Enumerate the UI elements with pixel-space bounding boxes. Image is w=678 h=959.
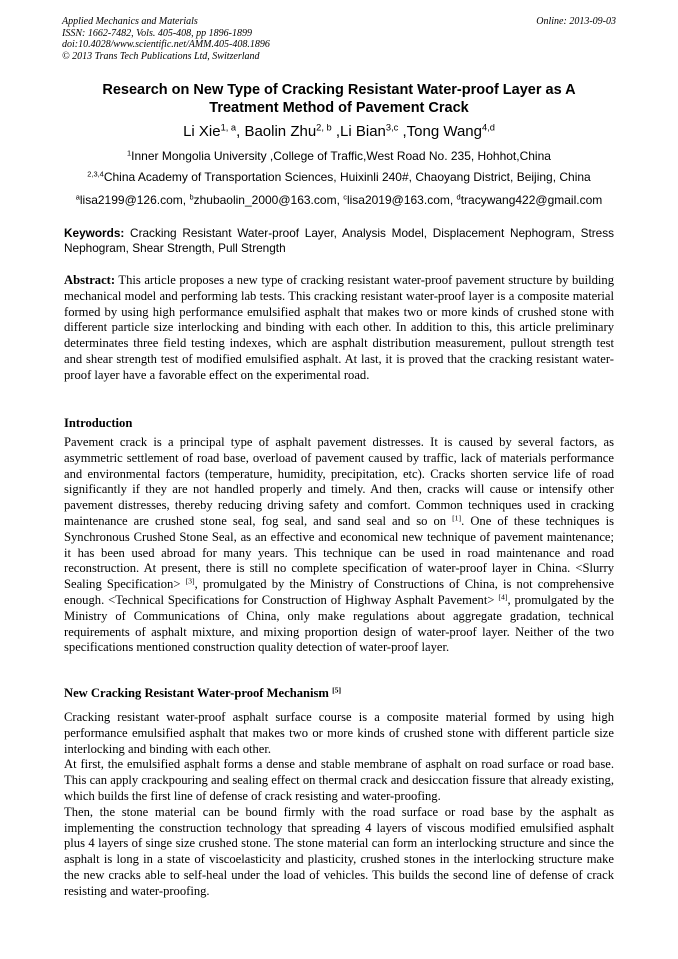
author-name: Li Xie (183, 123, 221, 140)
abstract-block (64, 273, 614, 384)
mechanism-paragraph-1: Cracking resistant water-proof asphalt surface course is a composite material formed by using high performance emulsified asphalt that makes two or more kinds of crushed stone with different particle size interlocking and binding with each other. (64, 710, 614, 756)
email-separator: , (182, 193, 190, 207)
email-marker: a (75, 192, 80, 202)
affiliation-text: China Academy of Transportation Sciences, Huixinli 240#, Chaoyang District, Beijing, China (103, 170, 591, 184)
author-separator: , (236, 123, 245, 140)
mechanism-heading (64, 686, 614, 701)
email-marker: b (189, 192, 194, 202)
email-address[interactable]: lisa2019@163.com (346, 193, 450, 207)
email-address[interactable]: tracywang422@gmail.com (460, 193, 603, 207)
mechanism-paragraph-2: At first, the emulsified asphalt forms a dense and stable membrane of asphalt on road surface or road base. This can apply crackpouring and sealing effect on thermal crack and desiccation fissure that already existing, which builds the first line of defense of crack resisting and water-proofing. (64, 757, 614, 803)
affiliation-2 (40, 170, 638, 185)
running-header (62, 16, 616, 62)
citation-ref[interactable]: [4] (498, 592, 508, 602)
email-address[interactable]: lisa2199@126.com (79, 193, 183, 207)
journal-name: Applied Mechanics and Materials (62, 16, 198, 27)
author-affiliation-marker: 4,d (481, 122, 495, 133)
author-separator: , (331, 123, 341, 140)
online-date: Online: 2013-09-03 (536, 16, 616, 27)
paper-title (62, 81, 616, 117)
email-address[interactable]: zhubaolin_2000@163.com (193, 193, 337, 207)
abstract-label: Abstract: (64, 273, 116, 287)
email-separator: , (449, 193, 457, 207)
citation-ref[interactable]: [5] (332, 685, 342, 695)
doi-line: doi:10.4028/www.scientific.net/AMM.405-408.1896 (62, 39, 270, 50)
author-name: Li Bian (340, 123, 386, 140)
intro-text: , promulgated by the Ministry of Communications of China, only make regulations about aggregate gradation, technical requirements of asphalt mixture, and mixing proportion design of water-proof layer. Neither of the two specifications mentioned construction quality detection of water-proof layer. (64, 592, 614, 655)
author-name: Tong Wang (406, 123, 482, 140)
email-marker: d (456, 192, 461, 202)
copyright-line: © 2013 Trans Tech Publications Ltd, Switzerland (62, 50, 260, 62)
abstract-text: This article proposes a new type of cracking resistant water-proof pavement structure by building mechanical model and performing lab tests. This cracking resistant water-proof layer is a composite material formed by using high performance emulsified asphalt that makes two or more kinds of crushed stone with different particle size interlocking and binding with each other. In addition to this, this article preliminary determinates three field testing indexes, which are asphalt distribution measurement, pullout strength test and shear strength test of modified emulsified asphalt. At last, it is proved that the cracking resistant water-proof layer have a favorable effect on the experimental road. (64, 273, 614, 382)
author-affiliation-marker: 3,c (385, 122, 399, 133)
author-affiliation-marker: 1, a (220, 122, 237, 133)
affiliation-1 (40, 149, 638, 164)
title-line-1: Research on New Type of Cracking Resistant Water-proof Layer as A (102, 82, 576, 98)
introduction-paragraph (64, 435, 614, 656)
mechanism-paragraph-3: Then, the stone material can be bound firmly with the road surface or road base by the asphalt as implementing the construction technology that spreading 4 layers of viscous modified emulsified asphalt plus 4 layers of singe size crushed stone. The stone material can form an interlocking structure and since the asphalt is long in a state of viscoelasticity and plasticity, crushed stones in the interlocking structure make the new cracks able to self-heal under the load of vehicles. This builds the second line of defense of crack resisting and water-proofing. (64, 804, 614, 898)
mechanism-section (64, 710, 614, 900)
affiliation-marker: 2,3,4 (87, 169, 104, 179)
title-line-2: Treatment Method of Pavement Crack (209, 100, 469, 116)
email-list (40, 193, 638, 208)
keywords-label: Keywords: (64, 226, 125, 240)
issn-line: ISSN: 1662-7482, Vols. 405-408, pp 1896-1899 (62, 27, 252, 39)
citation-ref[interactable]: [1] (452, 513, 462, 523)
author-separator: , (398, 123, 407, 140)
author-name: Baolin Zhu (244, 123, 317, 140)
intro-text: , promulgated by the Ministry of Constructions of China, is not comprehensive enough. <Technical Specifications for Construction of Highway Asphalt Pavement> (64, 577, 614, 607)
author-list (62, 123, 616, 141)
keywords-block (64, 226, 614, 256)
introduction-heading: Introduction (64, 416, 133, 430)
publication-info (62, 16, 616, 62)
affiliation-marker: 1 (127, 148, 132, 158)
keywords-text: Cracking Resistant Water-proof Layer, Analysis Model, Displacement Nephogram, Stress Nephogram, Shear Strength, Pull Strength (64, 226, 615, 255)
intro-text: . One of these techniques is Synchronous Crushed Stone Seal, as an effective and economical new technique of pavement maintenance; it has been used abroad for many years. This technique can be used in road maintenance and road reconstruction. At present, there is still no complete specification of water-proof layer in China. <Slurry Sealing Specification> (64, 513, 614, 592)
citation-ref[interactable]: [3] (185, 576, 195, 586)
mechanism-heading-text: New Cracking Resistant Water-proof Mechanism (64, 686, 333, 700)
affiliation-text: Inner Mongolia University ,College of Traffic,West Road No. 235, Hohhot,China (131, 149, 551, 163)
email-marker: c (343, 192, 347, 202)
intro-text: Pavement crack is a principal type of asphalt pavement distresses. It is caused by several factors, as asymmetric settlement of road base, overload of pavement caused by traffic, lack of materials performance and environmental factors (temperature, humidity, precipitation, etc). Cracks shorten service life of road significantly if they are not handled properly and timely. And then, cracks will cause or intensify other pavement distresses, thereby reducing driving safety and comfort. Common techniques used in cracking maintenance are crushed stone seal, fog seal, and sand seal and so on (64, 435, 614, 528)
email-separator: , (336, 193, 344, 207)
author-affiliation-marker: 2, b (316, 122, 332, 133)
